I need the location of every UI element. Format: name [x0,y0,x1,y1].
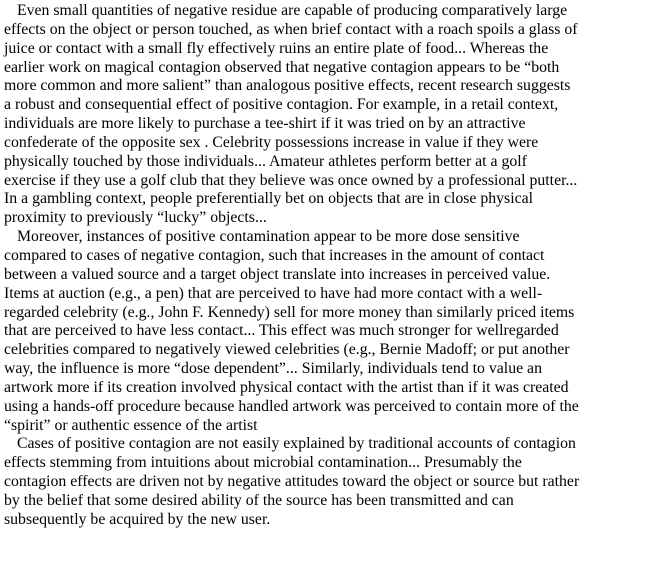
text-line: physically touched by those individuals... Amateur athletes perform better at a golf [4,152,527,170]
text-line: exercise if they use a golf club that they believe was once owned by a professional putter... [4,171,578,189]
text-line: earlier work on magical contagion observed that negative contagion appears to be “both [4,58,560,76]
text-line: a robust and consequential effect of positive contagion. For example, in a retail context, [4,96,559,114]
text-line: Even small quantities of negative residue are capable of producing comparatively large [17,2,568,19]
text-line: subsequently be acquired by the new user. [4,510,271,528]
text-line: juice or contact with a small fly effectively ruins an entire plate of food... Whereas the [4,39,549,57]
text-line: way, the influence is more “dose dependent”... Similarly, individuals tend to value an [4,360,542,378]
text-line: artwork more if its creation involved physical contact with the artist than if it was created [4,378,569,396]
text-line: compared to cases of negative contagion, such that increases in the amount of contact [4,246,545,264]
text-line: confederate of the opposite sex . Celebrity possessions increase in value if they were [4,133,539,151]
paragraph-3 [4,435,661,529]
text-line: celebrities compared to negatively viewed celebrities (e.g., Bernie Madoff; or put another [4,341,570,359]
text-line: “spirit” or authentic essence of the artist [4,416,258,434]
text-line: effects on the object or person touched, as when brief contact with a roach spoils a glass of [4,20,578,38]
text-line: Items at auction (e.g., a pen) that are perceived to have had more contact with a well- [4,284,543,302]
text-line: contagion effects are driven not by negative attitudes toward the object or source but rather [4,473,580,491]
paragraph-2 [4,228,661,435]
text-line: Cases of positive contagion are not easily explained by traditional accounts of contagion [17,435,576,453]
text-line: proximity to previously “lucky” objects... [4,209,267,227]
text-line: that are perceived to have less contact... This effect was much stronger for wellregarded [4,322,559,340]
paragraph-1 [4,2,661,228]
text-line: more common and more salient” than analogous positive effects, recent research suggests [4,77,571,95]
text-line: Moreover, instances of positive contamination appear to be more dose sensitive [17,228,520,246]
text-line: In a gambling context, people preferentially bet on objects that are in close physical [4,190,534,208]
text-line: by the belief that some desired ability of the source has been transmitted and can [4,491,514,509]
text-line: between a valued source and a target object translate into increases in perceived value. [4,265,551,283]
text-line: regarded celebrity (e.g., John F. Kennedy) sell for more money than similarly priced items [4,303,575,321]
text-line: effects stemming from intuitions about microbial contamination... Presumably the [4,454,522,472]
text-line: using a hands-off procedure because handled artwork was perceived to contain more of the [4,397,579,415]
text-line: individuals are more likely to purchase a tee-shirt if it was tried on by an attractive [4,115,526,133]
